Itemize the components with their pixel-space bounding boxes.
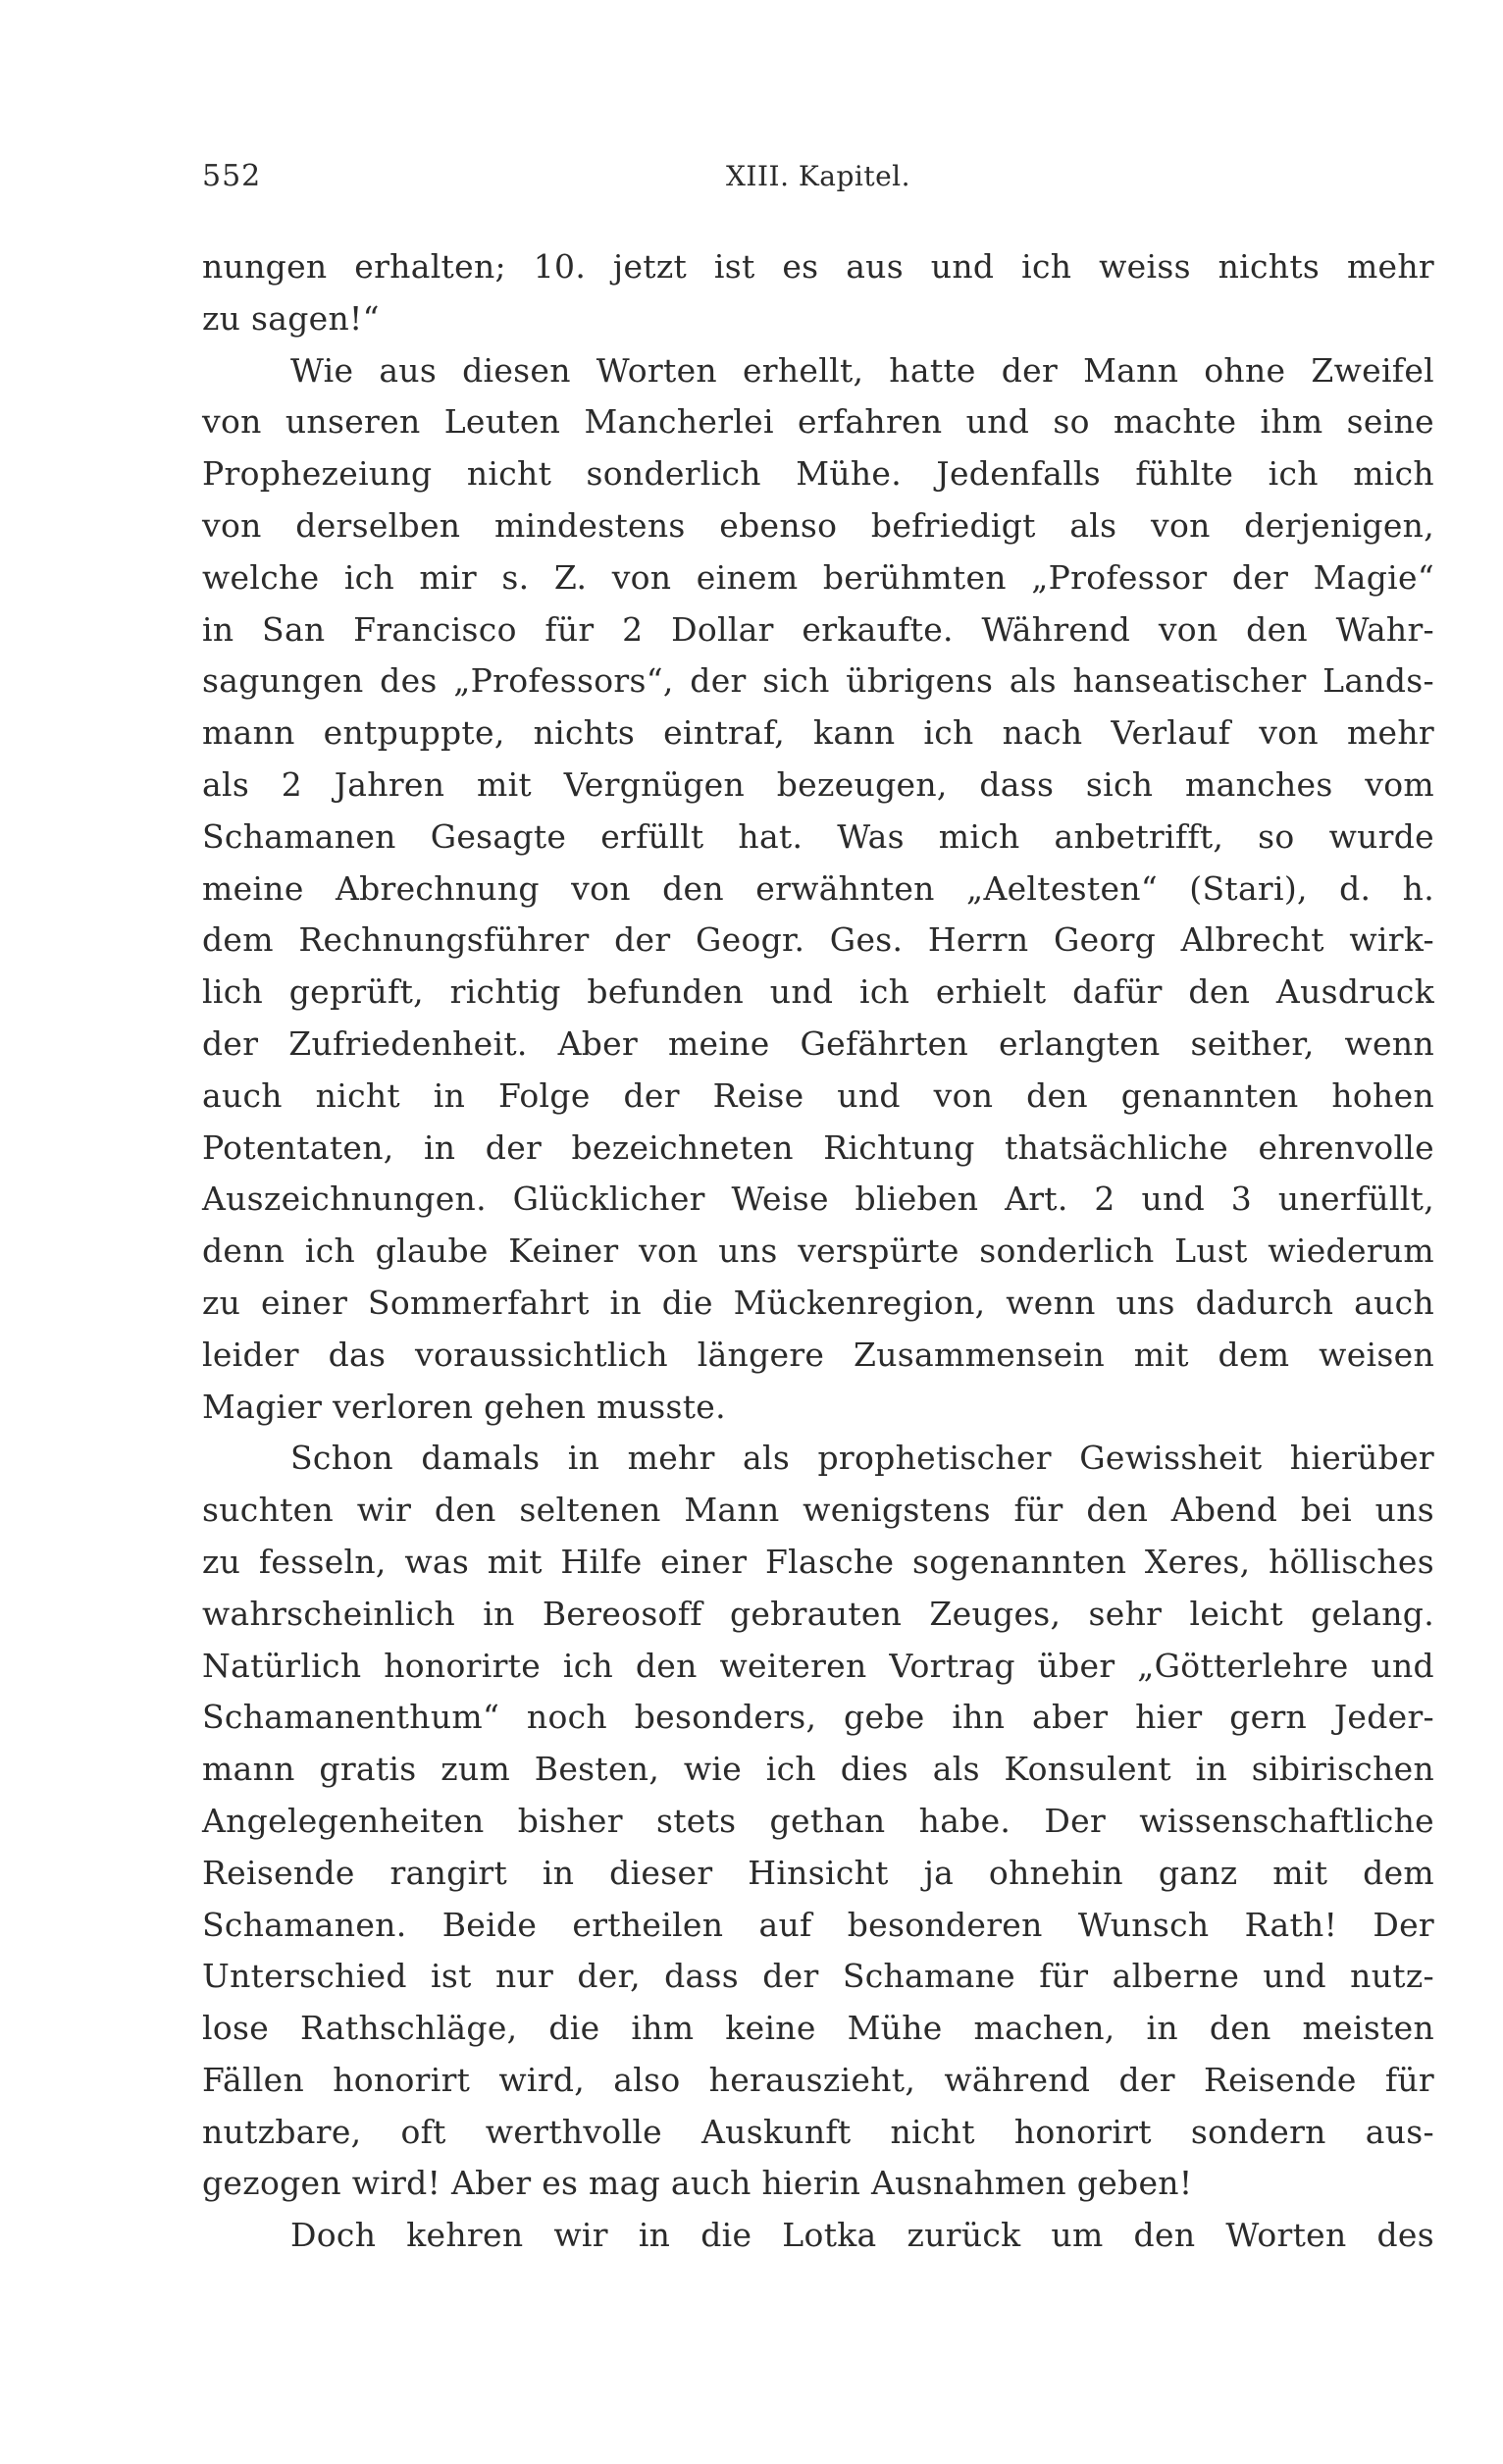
text-line: zu einer Sommerfahrt in die Mückenregion, wenn uns dadurch auch: [202, 1283, 1434, 1322]
text-line: nungen erhalten; 10. jetzt ist es aus und ich weiss nichts mehr: [202, 247, 1434, 286]
text-line: lose Rathschläge, die ihm keine Mühe machen, in den meisten: [202, 2009, 1434, 2048]
paragraph-first-line: Doch kehren wir in die Lotka zurück um den Worten des: [290, 2216, 1434, 2255]
text-line: auch nicht in Folge der Reise und von den genannten hohen: [202, 1075, 1434, 1115]
text-line: lich geprüft, richtig befunden und ich erhielt dafür den Ausdruck: [202, 972, 1434, 1012]
text-line: Magier verloren gehen musste.: [202, 1387, 726, 1426]
text-line: Schamanen Gesagte erfüllt hat. Was mich anbetrifft, so wurde: [202, 816, 1434, 856]
text-line: Auszeichnungen. Glücklicher Weise blieben Art. 2 und 3 unerfüllt,: [202, 1180, 1434, 1219]
text-line: in San Francisco für 2 Dollar erkaufte. Während von den Wahr-: [202, 609, 1434, 649]
text-line: Fällen honorirt wird, also herauszieht, während der Reisende für: [202, 2060, 1434, 2099]
text-line: suchten wir den seltenen Mann wenigstens für den Abend bei uns: [202, 1491, 1434, 1530]
text-line: meine Abrechnung von den erwähnten „Aeltesten“ (Stari), d. h.: [202, 868, 1434, 908]
text-line: gezogen wird! Aber es mag auch hierin Ausnahmen geben!: [202, 2164, 1193, 2203]
text-line: der Zufriedenheit. Aber meine Gefährten erlangten seither, wenn: [202, 1023, 1434, 1063]
text-line: Schamanenthum“ noch besonders, gebe ihn aber hier gern Jeder-: [202, 1698, 1434, 1737]
text-line: Potentaten, in der bezeichneten Richtung thatsächliche ehrenvolle: [202, 1127, 1434, 1167]
text-line: welche ich mir s. Z. von einem berühmten „Professor der Magie“: [202, 557, 1434, 597]
text-line: zu sagen!“: [202, 298, 380, 338]
text-line: nutzbare, oft werthvolle Auskunft nicht honorirt sondern aus-: [202, 2112, 1434, 2151]
text-line: wahrscheinlich in Bereosoff gebrauten Zeuges, sehr leicht gelang.: [202, 1594, 1434, 1633]
running-head: XIII. Kapitel.: [725, 160, 911, 192]
text-line: von unseren Leuten Mancherlei erfahren und so machte ihm seine: [202, 402, 1434, 442]
text-line: Reisende rangirt in dieser Hinsicht ja ohnehin ganz mit dem: [202, 1853, 1434, 1892]
text-line: Prophezeiung nicht sonderlich Mühe. Jedenfalls fühlte ich mich: [202, 454, 1434, 494]
paragraph-first-line: Wie aus diesen Worten erhellt, hatte der Mann ohne Zweifel: [290, 350, 1434, 390]
text-line: von derselben mindestens ebenso befriedigt als von derjenigen,: [202, 505, 1434, 545]
text-line: Natürlich honorirte ich den weiteren Vortrag über „Götterlehre und: [202, 1646, 1434, 1685]
text-line: mann gratis zum Besten, wie ich dies als Konsulent in sibirischen: [202, 1750, 1434, 1789]
body-text: [202, 241, 1434, 2262]
text-line: Angelegenheiten bisher stets gethan habe. Der wissenschaftliche: [202, 1801, 1434, 1840]
page-header: [202, 152, 1434, 201]
text-line: dem Rechnungsführer der Geogr. Ges. Herrn Georg Albrecht wirk-: [202, 920, 1434, 960]
paragraph-first-line: Schon damals in mehr als prophetischer Gewissheit hierüber: [290, 1439, 1434, 1478]
text-line: mann entpuppte, nichts eintraf, kann ich nach Verlauf von mehr: [202, 713, 1434, 753]
text-line: leider das voraussichtlich längere Zusammensein mit dem weisen: [202, 1335, 1434, 1374]
text-line: als 2 Jahren mit Vergnügen bezeugen, dass sich manches vom: [202, 764, 1434, 804]
page-number: 552: [202, 159, 262, 193]
text-line: Schamanen. Beide ertheilen auf besonderen Wunsch Rath! Der: [202, 1905, 1434, 1944]
text-line: denn ich glaube Keiner von uns verspürte sonderlich Lust wiederum: [202, 1232, 1434, 1271]
text-line: zu fesseln, was mit Hilfe einer Flasche sogenannten Xeres, höllisches: [202, 1542, 1434, 1581]
text-line: Unterschied ist nur der, dass der Schamane für alberne und nutz-: [202, 1957, 1434, 1996]
text-line: sagungen des „Professors“, der sich übrigens als hanseatischer Lands-: [202, 661, 1434, 701]
